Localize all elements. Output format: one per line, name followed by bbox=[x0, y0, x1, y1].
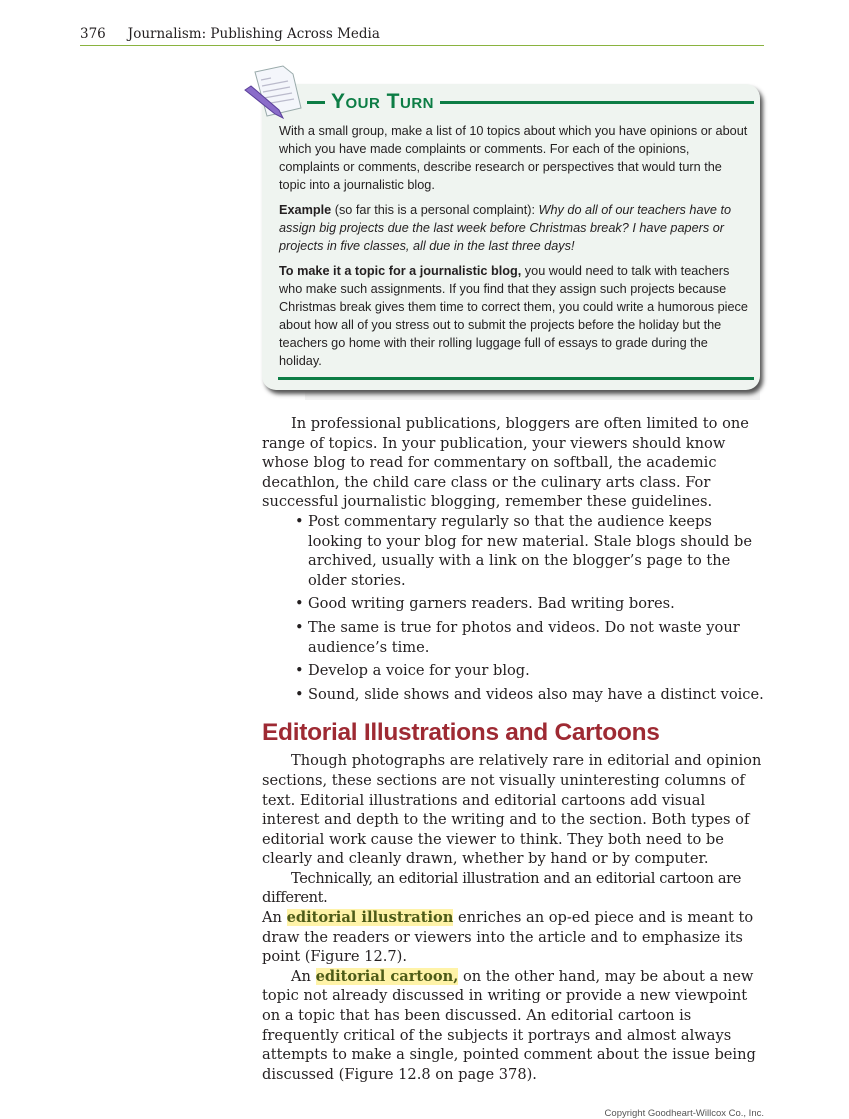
main-text bbox=[262, 414, 764, 1084]
make-text: you would need to talk with teachers who make such assignments. If you find that they assign such projects because Christmas break gives them time to correct them, you could write a humorous piece about how all of you stress out to submit the projects before the holiday but the teachers go home with their rolling luggage full of essays to grade during the holiday. bbox=[279, 264, 748, 368]
key-term: editorial illustration bbox=[286, 909, 454, 927]
your-turn-header bbox=[307, 88, 754, 116]
box-shadow bbox=[305, 390, 760, 400]
list-item: • Develop a voice for your blog. bbox=[308, 661, 764, 681]
your-turn-box bbox=[262, 84, 760, 390]
document-pen-icon bbox=[243, 64, 313, 124]
text: enriches an op-ed piece and is meant to draw the readers or viewers into the article and to emphasize its point (Figure 12.7). bbox=[262, 909, 754, 966]
paragraph bbox=[262, 908, 764, 967]
key-term: editorial cartoon, bbox=[315, 967, 459, 985]
text: An bbox=[291, 967, 316, 985]
paragraph bbox=[262, 967, 764, 1085]
text: on the other hand, may be about a new topic not already discussed in writing or provide a new viewpoint on a topic that has been discussed. An editorial cartoon is frequently critical of the subjects it portrays and almost always attempts to make a single, pointed comment about the issue being discussed (Figure 12.8 on page 378). bbox=[262, 967, 756, 1083]
paragraph: In professional publications, bloggers are often limited to one range of topics. In your publication, your viewers should know whose blog to read for commentary on softball, the academic decathlon, the child care class or the culinary arts class. For successful journalistic blogging, remember these guidelines. bbox=[262, 415, 749, 511]
section-heading: Editorial Illustrations and Cartoons bbox=[262, 719, 660, 747]
text: An bbox=[262, 909, 287, 927]
title-rule-right bbox=[440, 101, 754, 104]
list-item: • Sound, slide shows and videos also may have a distinct voice. bbox=[308, 685, 764, 705]
example-note: (so far this is a personal complaint): bbox=[331, 203, 539, 217]
your-turn-example bbox=[279, 201, 750, 255]
paragraph: Technically, an editorial illustration and an editorial cartoon are different. bbox=[262, 869, 742, 907]
your-turn-body bbox=[279, 122, 750, 370]
list-item: • Post commentary regularly so that the audience keeps looking to your blog for new material. Stale blogs should be archived, usually with a link on the blogger’s page to the older stories. bbox=[308, 512, 764, 590]
book-title: Journalism: Publishing Across Media bbox=[127, 26, 380, 42]
header-rule bbox=[80, 45, 764, 46]
paragraph: Though photographs are relatively rare in editorial and opinion sections, these sections are not visually uninteresting columns of text. Editorial illustrations and editorial cartoons add visual interest and depth to the writing and to the section. Both types of editorial work cause the viewer to think. They both need to be clearly and cleanly drawn, whether by hand or by computer. bbox=[262, 752, 762, 868]
page-number: 376 bbox=[80, 26, 106, 42]
your-turn-make bbox=[279, 262, 750, 370]
copyright: Copyright Goodheart-Willcox Co., Inc. bbox=[604, 1108, 764, 1119]
example-label: Example bbox=[279, 203, 332, 217]
running-header bbox=[80, 26, 380, 42]
content-column bbox=[262, 84, 764, 1119]
guidelines-list bbox=[262, 512, 764, 704]
example-text: Why do all of our teachers have to assign big projects due the last week before Christmas break? I have papers or projects in five classes, all due in the last three days! bbox=[279, 203, 732, 253]
box-bottom-rule bbox=[278, 377, 754, 380]
your-turn-title: Your Turn bbox=[331, 90, 434, 113]
list-item: • Good writing garners readers. Bad writing bores. bbox=[308, 594, 764, 614]
your-turn-intro: With a small group, make a list of 10 topics about which you have opinions or about which you have made complaints or comments. For each of the opinions, complaints or comments, describe research or perspectives that would turn the topic into a journalistic blog. bbox=[279, 124, 748, 192]
list-item: • The same is true for photos and videos. Do not waste your audience’s time. bbox=[308, 618, 764, 657]
make-label: To make it a topic for a journalistic blog, bbox=[279, 264, 522, 278]
